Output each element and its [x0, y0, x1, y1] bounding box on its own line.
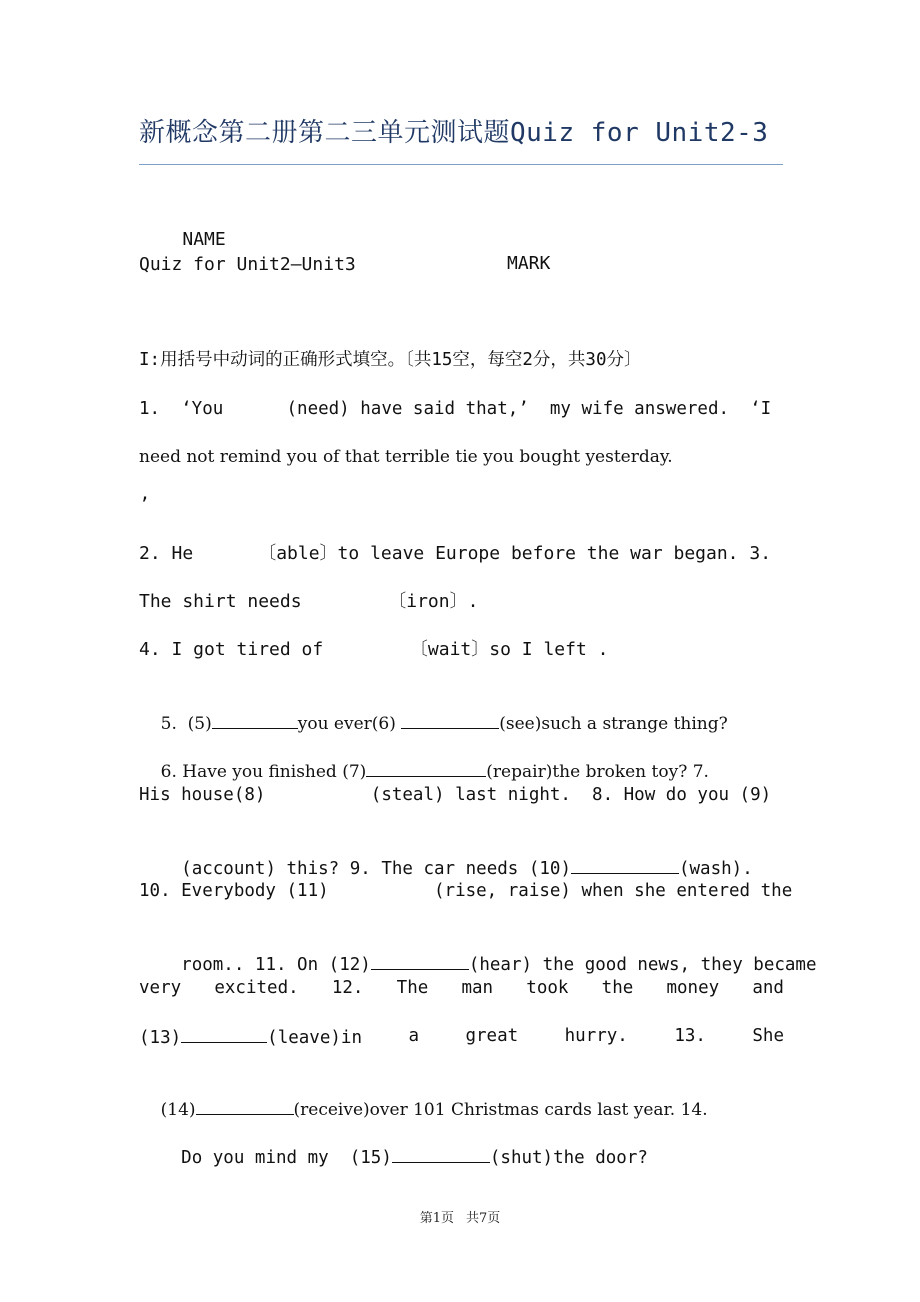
page-title: 新概念第二册第二三单元测试题Quiz for Unit2-3 [139, 118, 769, 148]
question-line: 1. ‘You (need) have said that,’ my wife answered. ‘I [139, 399, 772, 419]
word: She [752, 1026, 784, 1046]
answer-blank[interactable] [392, 1144, 490, 1163]
question-line: need not remind you of that terrible tie you bought yesterday. [139, 447, 673, 467]
word: money [666, 978, 720, 998]
page-total: 共7页 [466, 1211, 501, 1226]
word: hurry. [564, 1026, 628, 1046]
question-text: (account) this? 9. The car needs (10) [181, 859, 571, 879]
answer-blank[interactable] [571, 855, 679, 874]
question-text: room.. 11. On (12) [181, 955, 371, 975]
name-line [139, 204, 784, 300]
question-text: (shut)the door? [489, 1148, 648, 1168]
page-number: 第1页 [419, 1211, 454, 1226]
question-line: ’ [139, 494, 150, 515]
word: took [526, 978, 569, 998]
word: the [601, 978, 634, 998]
question-text: (hear) the good news, they became [468, 955, 817, 975]
word: and [752, 978, 784, 998]
word: very [139, 978, 182, 998]
section-heading: I:用括号中动词的正确形式填空。〔共15空，每空2分，共30分〕 [139, 350, 642, 370]
question-text: (see)such a strange thing? [499, 714, 728, 734]
quiz-subtitle: Quiz for Unit2—Unit3 [139, 254, 356, 275]
word: excited. [214, 978, 299, 998]
question-line [139, 1120, 784, 1194]
answer-blank[interactable] [371, 951, 469, 970]
question-line: His house(8) (steal) last night. 8. How do you (9) [139, 785, 772, 805]
answer-blank[interactable] [212, 710, 298, 729]
answer-blank[interactable] [401, 710, 499, 729]
question-line [139, 976, 784, 1000]
word: 12. [331, 978, 364, 998]
answer-blank[interactable] [366, 758, 486, 777]
word: 13. [674, 1026, 706, 1046]
question-text: (repair)the broken toy? 7. [486, 762, 709, 782]
question-text: you ever(6) [297, 714, 402, 734]
question-text: 5. (5) [160, 714, 212, 734]
name-label: NAME [182, 229, 226, 250]
question-text: (receive)over 101 Christmas cards last year. 14. [293, 1100, 708, 1120]
question-line: 2. He 〔able〕to leave Europe before the war began. 3. [139, 543, 772, 564]
question-line [139, 1024, 784, 1050]
question-text: (14) [160, 1100, 196, 1120]
question-text: (wash). [678, 859, 753, 879]
mark-label: MARK [507, 253, 551, 274]
title-underline [139, 164, 783, 165]
answer-blank[interactable] [196, 1096, 294, 1115]
word: The [396, 978, 429, 998]
word: a [408, 1026, 419, 1046]
page-footer [0, 1207, 920, 1226]
question-line: 4. I got tired of 〔wait〕so I left . [139, 639, 609, 660]
answer-blank[interactable] [181, 1024, 267, 1043]
word [139, 1024, 362, 1050]
question-text: Do you mind my (15) [181, 1148, 392, 1168]
question-line: 10. Everybody (11) (rise, raise) when she entered the [139, 881, 793, 901]
question-text: (13) [139, 1028, 182, 1048]
word: man [461, 978, 494, 998]
word: great [465, 1026, 519, 1046]
question-text: 6. Have you finished (7) [160, 762, 367, 782]
question-line: The shirt needs 〔iron〕. [139, 591, 479, 612]
question-text: (leave)in [267, 1028, 362, 1048]
